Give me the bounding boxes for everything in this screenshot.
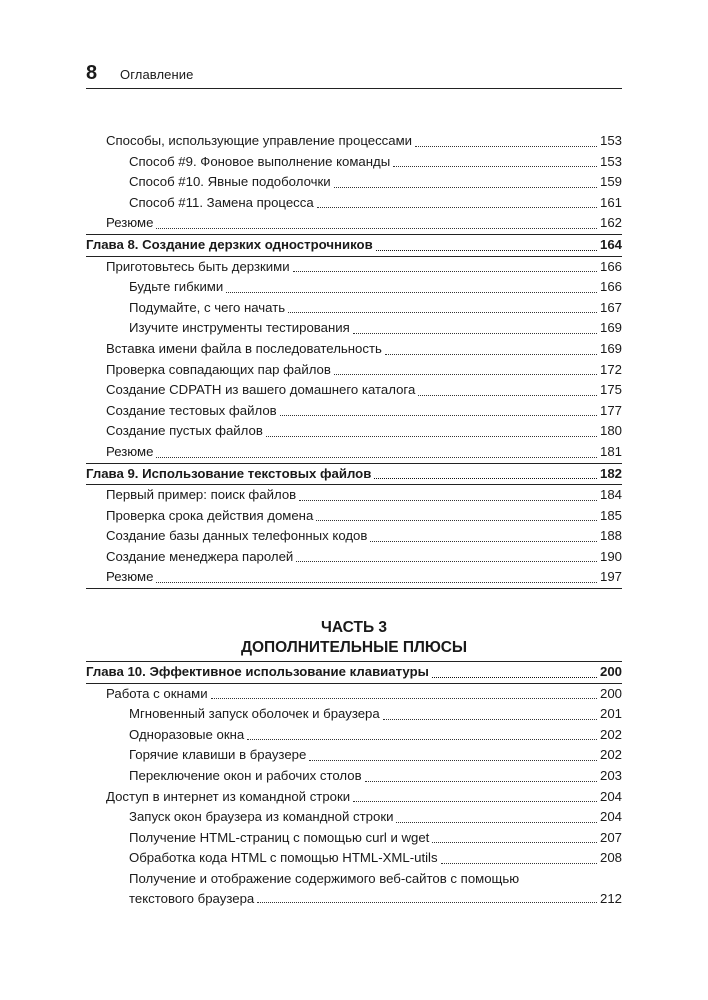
dot-leader	[247, 739, 597, 740]
section-divider	[86, 588, 622, 589]
toc-entry-title: Проверка срока действия домена	[106, 507, 314, 523]
toc-entry[interactable]	[86, 339, 622, 360]
toc-entry[interactable]	[86, 807, 622, 828]
dot-leader	[393, 166, 597, 167]
part-heading	[86, 618, 622, 658]
dot-leader	[293, 271, 597, 272]
dot-leader	[288, 312, 597, 313]
toc-entry-title: Создание базы данных телефонных кодов	[106, 528, 368, 544]
toc-entry-title: Резюме	[106, 215, 154, 231]
toc-entry[interactable]	[86, 172, 622, 193]
toc-entry-title: Проверка совпадающих пар файлов	[106, 361, 331, 377]
toc-entry[interactable]	[86, 725, 622, 746]
toc-entry-title: Запуск окон браузера из командной строки	[129, 809, 394, 825]
toc-entry[interactable]	[86, 257, 622, 278]
toc-entry-title: Одноразовые окна	[129, 726, 245, 742]
toc-entry-title: Создание пустых файлов	[106, 423, 263, 439]
toc-entry[interactable]	[86, 401, 622, 422]
toc-entry-title: Резюме	[106, 569, 154, 585]
toc-entry-title: Переключение окон и рабочих столов	[129, 767, 362, 783]
toc-entry[interactable]	[86, 213, 622, 234]
toc-entry-page-number: 185	[599, 507, 622, 523]
toc-entry-page-number: 200	[599, 664, 622, 679]
toc-entry-page-number: 153	[599, 153, 622, 169]
toc-entry[interactable]	[86, 766, 622, 787]
toc-entry-page-number: 197	[599, 569, 622, 585]
toc-entry-page-number: 201	[599, 706, 622, 722]
dot-leader	[334, 374, 597, 375]
toc-entry-page-number: 208	[599, 850, 622, 866]
toc-entry[interactable]	[86, 277, 622, 298]
toc-entry-page-number: 167	[599, 299, 622, 315]
dot-leader	[418, 395, 597, 396]
dot-leader	[226, 292, 597, 293]
dot-leader	[441, 863, 597, 864]
toc-entry[interactable]	[86, 421, 622, 442]
toc-entry-page-number: 188	[599, 528, 622, 544]
toc-entry-title: Создание CDPATH из вашего домашнего каталога	[106, 382, 416, 398]
toc-entry[interactable]	[86, 298, 622, 319]
toc-entry[interactable]	[86, 506, 622, 527]
toc-entry-page-number: 175	[599, 382, 622, 398]
toc-entry[interactable]	[86, 526, 622, 547]
toc-entry[interactable]	[86, 193, 622, 214]
toc-entry[interactable]	[86, 547, 622, 568]
toc-entry-page-number: 180	[599, 423, 622, 439]
dot-leader	[365, 781, 597, 782]
toc-entry[interactable]	[86, 567, 622, 588]
toc-entry-page-number: 166	[599, 258, 622, 274]
toc-entry-title: Глава 9. Использование текстовых файлов	[86, 465, 372, 481]
toc-entry-page-number: 207	[599, 829, 622, 845]
toc-entry-title: Глава 8. Создание дерзких однострочников	[86, 236, 373, 252]
toc-entry-title: Резюме	[106, 443, 154, 459]
dot-leader	[383, 719, 597, 720]
dot-leader	[156, 457, 597, 458]
dot-leader	[266, 436, 597, 437]
toc-entry-page-number: 212	[599, 890, 622, 906]
dot-leader	[280, 415, 597, 416]
toc-entry[interactable]	[86, 380, 622, 401]
toc-entry-title: Способ #10. Явные подоболочки	[129, 174, 331, 190]
toc-entry-title: Подумайте, с чего начать	[129, 299, 286, 315]
toc-entry-page-number: 202	[599, 747, 622, 763]
dot-leader	[353, 801, 597, 802]
toc-entry-title: Мгновенный запуск оболочек и браузера	[129, 706, 380, 722]
toc-entry[interactable]	[86, 684, 622, 705]
toc-entry[interactable]	[86, 745, 622, 766]
toc-entry[interactable]	[86, 869, 622, 909]
toc-entry-page-number: 203	[599, 767, 622, 783]
dot-leader	[316, 520, 597, 521]
toc-entry-page-number: 161	[599, 194, 622, 210]
toc-entry-title: Горячие клавиши в браузере	[129, 747, 307, 763]
dot-leader	[334, 187, 597, 188]
dot-leader	[374, 478, 597, 479]
toc-entry[interactable]	[86, 485, 622, 506]
dot-leader	[156, 582, 597, 583]
toc-entry-page-number: 190	[599, 548, 622, 564]
toc-entry-page-number: 153	[599, 133, 622, 148]
dot-leader	[415, 146, 597, 147]
toc-entry-title: Получение и отображение содержимого веб-сайтов с помощью	[129, 870, 520, 886]
toc-entry-title: Создание менеджера паролей	[106, 548, 294, 564]
toc-entry-page-number: 166	[599, 279, 622, 295]
toc-entry-title: Способы, использующие управление процессами	[106, 133, 413, 148]
dot-leader	[156, 228, 597, 229]
toc-entry-page-number: 202	[599, 726, 622, 742]
toc-entry-title: Будьте гибкими	[129, 279, 224, 295]
dot-leader	[432, 842, 597, 843]
toc-entry-title: Первый пример: поиск файлов	[106, 487, 297, 503]
toc-entry-page-number: 184	[599, 487, 622, 503]
dot-leader	[296, 561, 597, 562]
toc-entry-title: Способ #11. Замена процесса	[129, 194, 314, 210]
toc-entry-page-number: 204	[599, 788, 622, 804]
toc-entry-page-number: 169	[599, 320, 622, 336]
toc-entry[interactable]	[86, 442, 622, 463]
dot-leader	[370, 541, 597, 542]
table-of-contents-top	[86, 131, 622, 589]
running-title: Оглавление	[120, 67, 194, 82]
toc-entry-page-number: 200	[599, 685, 622, 701]
toc-entry[interactable]	[86, 704, 622, 725]
toc-entry-title: Получение HTML-страниц с помощью curl и wget	[129, 829, 430, 845]
toc-entry[interactable]	[86, 131, 622, 152]
part-title: ДОПОЛНИТЕЛЬНЫЕ ПЛЮСЫ	[240, 639, 468, 656]
toc-entry[interactable]	[86, 318, 622, 339]
toc-entry-page-number: 182	[599, 465, 622, 481]
toc-entry-title: Обработка кода HTML с помощью HTML-XML-utils	[129, 850, 438, 866]
dot-leader	[257, 902, 597, 903]
toc-entry-title-continued: текстового браузера	[129, 890, 255, 906]
toc-entry-page-number: 164	[599, 236, 622, 252]
dot-leader	[309, 760, 597, 761]
table-of-contents-bottom	[86, 661, 622, 909]
toc-entry-page-number: 177	[599, 402, 622, 418]
toc-entry[interactable]	[86, 360, 622, 381]
toc-entry[interactable]	[86, 848, 622, 869]
dot-leader	[353, 333, 597, 334]
toc-chapter-entry[interactable]	[86, 662, 622, 683]
toc-entry-page-number: 204	[599, 809, 622, 825]
toc-entry-page-number: 172	[599, 361, 622, 377]
toc-entry-page-number: 159	[599, 174, 622, 190]
toc-entry-page-number: 162	[599, 215, 622, 231]
toc-entry-title: Вставка имени файла в последовательность	[106, 340, 382, 356]
page-header	[86, 62, 622, 89]
toc-entry-title: Изучите инструменты тестирования	[129, 320, 350, 336]
toc-entry-title: Создание тестовых файлов	[106, 402, 277, 418]
toc-entry-title: Способ #9. Фоновое выполнение команды	[129, 153, 391, 169]
part-number: ЧАСТЬ 3	[320, 619, 388, 636]
dot-leader	[432, 677, 597, 678]
toc-chapter-entry[interactable]	[86, 235, 622, 256]
toc-entry-title: Глава 10. Эффективное использование клавиатуры	[86, 664, 429, 679]
dot-leader	[299, 500, 597, 501]
dot-leader	[211, 698, 597, 699]
toc-entry-title: Доступ в интернет из командной строки	[106, 788, 351, 804]
toc-entry-page-number: 169	[599, 340, 622, 356]
toc-entry[interactable]	[86, 152, 622, 173]
toc-chapter-entry[interactable]	[86, 464, 622, 485]
toc-entry[interactable]	[86, 787, 622, 808]
toc-entry-page-number: 181	[599, 443, 622, 459]
dot-leader	[317, 207, 597, 208]
toc-entry-title: Приготовьтесь быть дерзкими	[106, 258, 290, 274]
toc-entry-title: Работа с окнами	[106, 685, 208, 701]
dot-leader	[376, 250, 597, 251]
page-number: 8	[86, 62, 98, 84]
dot-leader	[385, 354, 597, 355]
toc-entry[interactable]	[86, 828, 622, 849]
dot-leader	[396, 822, 597, 823]
